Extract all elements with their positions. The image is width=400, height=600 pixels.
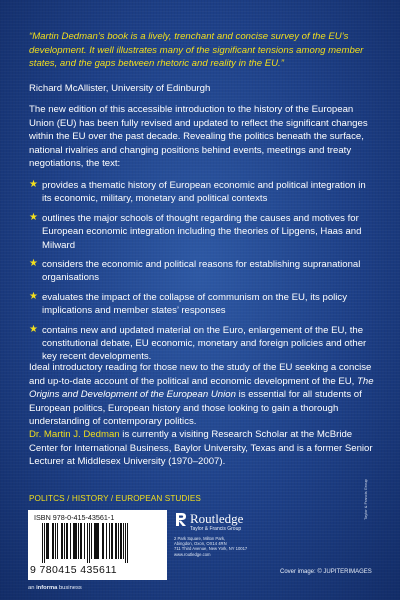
- reviewer-name: Richard McAllister,: [29, 83, 109, 94]
- star-icon: ★: [29, 323, 38, 335]
- barcode-panel: [28, 510, 167, 580]
- feature-text: outlines the major schools of thought regarding the causes and motives for European economic integration including the theories of Lipgens, Haas and Milward: [42, 212, 362, 251]
- audience-text-start: Ideal introductory reading for those new to the study of the EU seeking a concise and up-to-date account of the political and economic development of the EU,: [29, 362, 372, 387]
- barcode-bar: [87, 523, 88, 563]
- star-icon: ★: [29, 179, 38, 190]
- publisher-group: Taylor & Francis Group: [190, 526, 242, 532]
- author-bio-text: is currently a visiting Research Scholar at the McBride Center for International Business, Baylor University, Texas and is a former Senior Lecturer at Middlesex University (1970–2007).: [29, 429, 373, 468]
- barcode-bar: [64, 523, 65, 559]
- barcode-bar: [80, 523, 82, 559]
- barcode-bar: [73, 523, 75, 559]
- audience-text-end: is essential for all students of European politics, European history and those looking to gain a thorough understanding of contemporary politics.: [29, 389, 362, 428]
- barcode-bar: [84, 523, 85, 559]
- barcode-bar: [127, 523, 128, 563]
- review-quote: “Martin Dedman’s book is a lively, trenchant and concise survey of the EU’s development. It well illustrates many of the significant tensions among member states, and the gaps between rhetoric and reality in the EU.”: [29, 31, 364, 70]
- barcode-bar: [96, 523, 98, 559]
- barcode-bar: [48, 523, 49, 559]
- barcode-bar: [98, 523, 99, 559]
- barcode-bar: [102, 523, 104, 559]
- feature-text: provides a thematic history of European economic and political integration in its economic, military, monetary and political contexts: [42, 180, 366, 205]
- barcode-bar: [61, 523, 63, 559]
- author-name: Dr. Martin J. Dedman: [29, 429, 120, 440]
- barcode-number: 9 780415 435611: [30, 564, 117, 576]
- vertical-publisher-text: Taylor & Francis Group: [363, 479, 368, 520]
- address-line: 2 Park Square, Milton Park,: [174, 536, 226, 541]
- star-icon: ★: [29, 258, 38, 270]
- star-icon: ★: [29, 290, 38, 302]
- cover-image-credit: Cover image: © JUPITERIMAGES: [280, 569, 372, 575]
- barcode-bar: [115, 523, 117, 559]
- author-bio: [29, 428, 374, 469]
- publisher-address: [174, 536, 247, 557]
- barcode-bar: [78, 523, 79, 559]
- barcode-bar: [94, 523, 96, 559]
- publisher-name: Routledge: [190, 511, 244, 526]
- barcode-bar: [46, 523, 48, 559]
- feature-text: evaluates the impact of the collapse of communism on the EU, its policy implications and member states’ responses: [42, 291, 348, 317]
- reviewer-affiliation: University of Edinburgh: [111, 83, 211, 94]
- barcode-bar: [42, 523, 43, 563]
- barcode-bar: [75, 523, 77, 559]
- address-line: 711 Third Avenue, New York, NY 10017: [174, 546, 248, 552]
- address-line: Abingdon, Oxon, OX14 4RN: [174, 541, 227, 547]
- barcode-bar: [44, 523, 45, 563]
- barcode-bar: [111, 523, 113, 559]
- subject-categories: POLITCS / HISTORY / EUROPEAN STUDIES: [29, 494, 201, 503]
- feature-text: considers the economic and political reasons for establishing supranational organisations: [42, 259, 361, 284]
- star-icon: ★: [29, 211, 38, 223]
- feature-item: [29, 324, 374, 364]
- review-attribution: [29, 83, 210, 95]
- feature-list: [29, 179, 374, 370]
- informa-brand: informa: [36, 585, 58, 591]
- barcode-bar: [125, 523, 126, 563]
- barcode-bar: [66, 523, 68, 559]
- informa-prefix: an: [28, 585, 37, 591]
- barcode-bar: [91, 523, 92, 559]
- intro-paragraph: The new edition of this accessible introduction to the history of the European Union (EU) has been fully revised and updated to reflect the significant changes within the EU over the past decade. Revealing the politics beneath the surface, national rivalries and changing positions behind events, meetings and treaty negotiations, the text:: [29, 104, 368, 170]
- barcode-bar: [89, 523, 90, 563]
- audience-paragraph: [29, 361, 374, 429]
- address-line: www.routledge.com: [174, 551, 211, 557]
- barcode-bars: [42, 523, 160, 563]
- barcode-bar: [52, 523, 54, 559]
- barcode-bar: [120, 523, 122, 559]
- feature-item: [29, 258, 374, 285]
- isbn-label: ISBN 978-0-415-43561-1: [34, 513, 115, 522]
- barcode-bar: [109, 523, 110, 559]
- barcode-bar: [57, 523, 58, 559]
- barcode-bar: [106, 523, 107, 559]
- barcode-bar: [118, 523, 119, 559]
- feature-item: [29, 291, 374, 318]
- feature-item: [29, 179, 374, 206]
- book-title: The Origins and Development of the European Union: [29, 375, 374, 401]
- barcode-bar: [123, 523, 124, 559]
- informa-suffix: business: [57, 585, 82, 591]
- routledge-logo: [175, 512, 187, 527]
- feature-text: contains new and updated material on the Euro, enlargement of the EU, the constitutional debate, EU economic, monetary and foreign policies and other key recent developments.: [42, 324, 367, 363]
- informa-business-line: [28, 585, 82, 591]
- barcode-bar: [55, 523, 56, 559]
- barcode-bar: [70, 523, 71, 559]
- feature-item: [29, 212, 374, 252]
